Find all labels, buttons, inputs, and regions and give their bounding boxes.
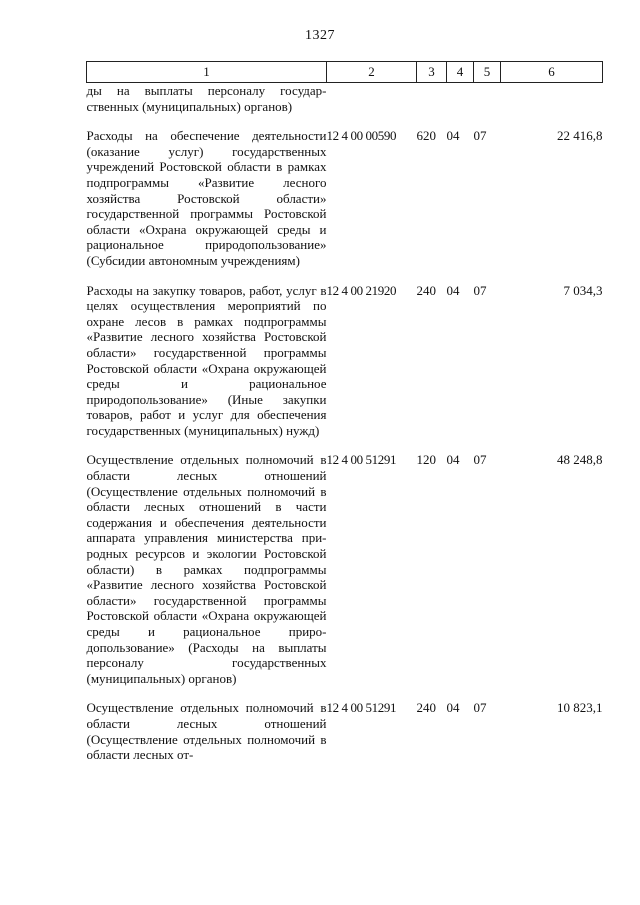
row-section: 04 <box>446 128 460 144</box>
table-row <box>87 452 603 686</box>
column-header-4: 4 <box>447 62 474 83</box>
row-amount: 7 034,3 <box>563 282 603 298</box>
table-row <box>87 700 603 762</box>
row-subsection <box>474 83 501 115</box>
row-amount: 48 248,8 <box>557 452 603 468</box>
row-description: Расходы на обеспечение деятельности (оказание услуг) государственных учреждений Ростовской области в рамках подпрограммы «Развитие лесного хозяйства Ростовской области» государственной программы Ростовской области «Охрана окружающей среды и рациональное природопользование» (Субсидии автономным учреждениям) <box>86 128 327 268</box>
row-subsection: 07 <box>473 700 487 716</box>
row-section: 04 <box>446 700 460 716</box>
table-row <box>87 283 603 439</box>
row-expense-type <box>417 83 447 115</box>
row-section: 04 <box>446 282 460 298</box>
row-code: 12 4 00 51291 <box>326 452 397 468</box>
row-amount: 22 416,8 <box>557 128 603 144</box>
row-subsection: 07 <box>473 452 487 468</box>
row-description: Осуществление отдельных полномочий в области лесных отношений (Осуществление отдельных полномочий в области лесных отношений в части содержания и обеспечения деятельности аппарата управления министерства природных ресурсов и экологии Ростовской области) в рамках подпрограммы «Развитие лесного хозяйства Ростовской области» государственной программы Ростовской области «Охрана окружающей среды и рациональное природопользование» (Расходы на выплаты персоналу государственных (муниципальных) органов) <box>86 452 327 686</box>
row-code <box>327 83 417 115</box>
row-description: Расходы на закупку товаров, работ, услуг в целях осуществления мероприятий по охране лесов в рамках подпрограммы «Развитие лесного хозяйства Ростовской области» государственной программы Ростовской области «Охрана окружающей среды и рациональное природопользование» (Иные закупки товаров, работ и услуг для обеспечения государственных (муниципальных) нужд) <box>86 282 327 438</box>
row-amount <box>501 83 603 115</box>
column-header-1: 1 <box>87 62 327 83</box>
row-description: Осуществление отдельных полномочий в области лесных отношений (Осуществление отдельных полномочий в области лесных от- <box>86 700 327 763</box>
row-subsection: 07 <box>473 128 487 144</box>
column-header-5: 5 <box>474 62 501 83</box>
column-header-6: 6 <box>501 62 603 83</box>
row-section <box>447 83 474 115</box>
column-header-2: 2 <box>327 62 417 83</box>
column-header-3: 3 <box>417 62 447 83</box>
table-row <box>87 128 603 268</box>
page-number: 1327 <box>305 28 335 43</box>
row-subsection: 07 <box>473 282 487 298</box>
row-expense-type: 240 <box>416 700 436 716</box>
row-code: 12 4 00 51291 <box>326 700 397 716</box>
row-amount: 10 823,1 <box>557 700 603 716</box>
table-header-row <box>87 62 603 83</box>
row-code: 12 4 00 21920 <box>326 282 397 298</box>
budget-table <box>86 61 603 763</box>
table-row <box>87 83 603 115</box>
row-expense-type: 620 <box>416 128 436 144</box>
row-expense-type: 120 <box>416 452 436 468</box>
row-expense-type: 240 <box>416 282 436 298</box>
row-section: 04 <box>446 452 460 468</box>
row-description: ды на выплаты персоналу государственных (муниципальных) органов) <box>86 83 327 114</box>
row-code: 12 4 00 00590 <box>326 128 397 144</box>
